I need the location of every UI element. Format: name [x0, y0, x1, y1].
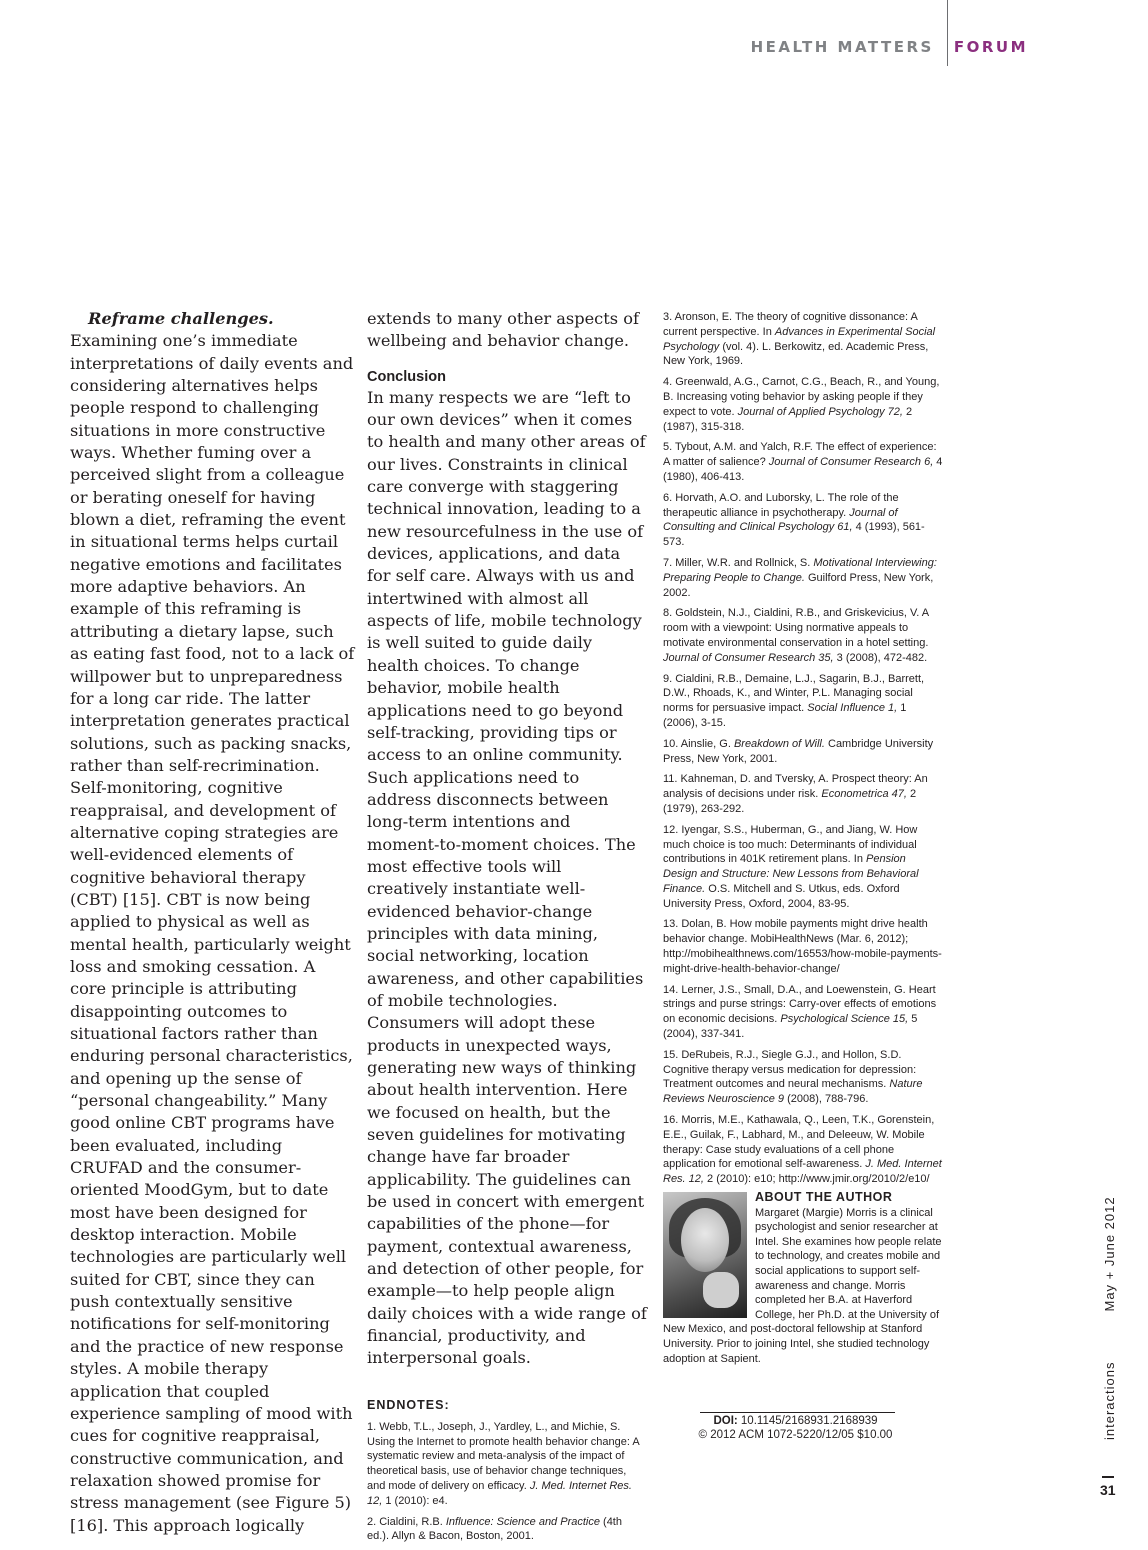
endnote: 11. Kahneman, D. and Tversky, A. Prospect theory: An analysis of decisions under risk. Econometrica 47, 2 (1979), 263-292. [663, 773, 928, 815]
endnote: 1. Webb, T.L., Joseph, J., Yardley, L., and Michie, S. Using the Internet to promote health behavior change: A systematic review and meta-analysis of the impact of theoretical basis, use of behavior change techniques, and mode of delivery on efficacy. J. Med. Internet Res. 12, 1 (2010): e4. [367, 1420, 640, 1507]
doi-divider [700, 1412, 895, 1413]
doi-block [663, 1414, 928, 1442]
vertical-footer [1102, 1196, 1117, 1440]
endnote: 16. Morris, M.E., Kathawala, Q., Leen, T.K., Gorenstein, E.E., Guilak, F., Labhard, M., and Deleeuw, W. Mobile therapy: Case study evaluations of a cell phone application for emotional self-awareness. J. Med. Internet Res. 12, 2 (2010): e10; http://www.jmir.org/2010/2/e10/ [663, 1114, 942, 1186]
author-photo [663, 1192, 747, 1318]
conclusion-heading: Conclusion [367, 368, 446, 385]
endnotes-heading: ENDNOTES: [367, 1397, 450, 1412]
column-3 [663, 310, 943, 1193]
doi-line [663, 1414, 928, 1428]
endnote: 9. Cialdini, R.B., Demaine, L.J., Sagarin, B.J., Barrett, D.W., Rhoads, K., and Winter, P.L. Managing social norms for persuasive impact. Social Influence 1, 1 (2006), 3-15. [663, 672, 925, 729]
page-number-rule [1102, 1476, 1114, 1478]
endnotes-list-b [663, 310, 943, 1187]
lead-in: Reframe challenges. [88, 309, 274, 328]
column-2 [367, 308, 647, 1550]
about-title: ABOUT THE AUTHOR [755, 1190, 893, 1204]
conclusion-text: In many respects we are “left to our own devices” when it comes to health and many other areas of our lives. Constraints in clinical care converge with staggering technical innovation, leading to a new resourcefulness in the use of devices, applications, and data for self care. Always with us and intertwined with almost all aspects of life, mobile technology is well suited to guide daily health choices. To change behavior, mobile health applications need to go beyond self-tracking, providing tips or access to an online community. Such applications need to address disconnects between long-term intentions and moment-to-moment choices. The most effective tools will creatively instantiate well-evidenced behavior-change principles with data mining, social networking, location awareness, and other capabilities of mobile technologies. Consumers will adopt these products in unexpected ways, generating new ways of thinking about health intervention. Here we focused on health, but the seven guidelines for motivating change have far broader applicability. The guidelines can be used in concert with emergent capabilities of the phone—for payment, contextual awareness, and detection of other people, for example—to help people align daily choices with a wide range of financial, productivity, and interpersonal goals. [367, 387, 647, 1368]
continued-text: extends to many other aspects of wellbeing and behavior change. [367, 309, 639, 351]
endnote: 8. Goldstein, N.J., Cialdini, R.B., and Griskevicius, V. A room with a viewpoint: Using normative appeals to motivate environmental conservation in a hotel setting. Journal of Consumer Research 35, 3 (2008), 472-482. [663, 607, 929, 664]
issue-date: May + June 2012 [1102, 1196, 1117, 1312]
endnote: 3. Aronson, E. The theory of cognitive dissonance: A current perspective. In Advances in Experimental Social Psychology (vol. 4). L. Berkowitz, ed. Academic Press, New York, 1969. [663, 311, 936, 368]
endnote: 12. Iyengar, S.S., Huberman, G., and Jiang, W. How much choice is too much: Determinants of individual contributions in 401K retirement plans. In Pension Design and Structure: New Lessons from Behavioral Finance. O.S. Mitchell and S. Utkus, eds. Oxford University Press, Oxford, 2004, 83-95. [663, 823, 919, 910]
endnote: 10. Ainslie, G. Breakdown of Will. Cambridge University Press, New York, 2001. [663, 737, 934, 765]
doi-label: DOI: [713, 1415, 738, 1427]
endnote: 14. Lerner, J.S., Small, D.A., and Loewenstein, G. Heart strings and purse strings: Carry-over effects of emotions on economic decisions. Psychological Science 15, 5 (2004), 337-341. [663, 983, 937, 1041]
endnote: 2. Cialdini, R.B. Influence: Science and Practice (4th ed.). Allyn & Bacon, Boston, 2001. [367, 1515, 622, 1543]
header-divider [947, 0, 948, 66]
about-the-author [663, 1190, 943, 1366]
running-header [751, 38, 1028, 56]
about-text: Margaret (Margie) Morris is a clinical psychologist and senior researcher at Intel. She examines how people relate to technology, and creates mobile and social applications to support self-awareness and change. Morris completed her B.A. at Haverford College, her Ph.D. at the University of New Mexico, and post-doctoral fellowship at Stanford University. Prior to joining Intel, she studied technology adoption at Sapient. [663, 1206, 942, 1365]
magazine-name: interactions [1102, 1361, 1117, 1440]
endnote: 5. Tybout, A.M. and Yalch, R.F. The effect of experience: A matter of salience? Journal of Consumer Research 6, 4 (1980), 406-413. [663, 441, 943, 483]
endnote: 4. Greenwald, A.G., Carnot, C.G., Beach, R., and Young, B. Increasing voting behavior by asking people if they expect to vote. Journal of Applied Psychology 72, 2 (1987), 315-318. [663, 376, 940, 433]
copyright-line: © 2012 ACM 1072-5220/12/05 $10.00 [698, 1429, 893, 1441]
body-paragraph [70, 308, 356, 1537]
forum-label: FORUM [953, 38, 1028, 56]
endnote: 13. Dolan, B. How mobile payments might drive health behavior change. MobiHealthNews (Mar. 6, 2012); http://mobihealthnews.com/16553/how-mobile-payments-might-drive-health-behavior-change/ [663, 918, 942, 975]
section-label: HEALTH MATTERS [750, 38, 934, 56]
body-text: Examining one’s immediate interpretations of daily events and considering alternatives helps people respond to challenging situations in more constructive ways. Whether fuming over a perceived slight from a colleague or berating oneself for having blown a diet, reframing the event in situational terms helps curtail negative emotions and facilitates more adaptive behaviors. An example of this reframing is attributing a dietary lapse, such as eating fast food, not to a lack of willpower but to unpreparedness for a long car ride. The latter interpretation generates practical solutions, such as packing snacks, rather than self-recrimination. Self-monitoring, cognitive reappraisal, and development of alternative coping strategies are well-evidenced elements of cognitive behavioral therapy (CBT) [15]. CBT is now being applied to physical as well as mental health, particularly weight loss and smoking cessation. A core principle is attributing disappointing outcomes to situational factors rather than enduring personal characteristics, and opening up the sense of “personal changeability.” Many good online CBT programs have been evaluated, including CRUFAD and the consumer-oriented MoodGym, but to date most have been designed for desktop interaction. Mobile technologies are particularly well suited for CBT, since they can push contextually sensitive notifications for self-monitoring and the practice of new response styles. A mobile therapy application that coupled experience sampling of mood with cues for cognitive reappraisal, constructive communication, and relaxation showed promise for stress management (see Figure 5) [16]. This approach logically [70, 331, 355, 1535]
endnote: 15. DeRubeis, R.J., Siegle G.J., and Hollon, S.D. Cognitive therapy versus medication for depression: Treatment outcomes and neural mechanisms. Nature Reviews Neuroscience 9 (2008), 788-796. [663, 1048, 923, 1106]
doi-value: 10.1145/2168931.2168939 [737, 1415, 878, 1427]
page-number: 31 [1100, 1482, 1116, 1498]
column-1 [70, 308, 356, 1537]
endnote: 6. Horvath, A.O. and Luborsky, L. The role of the therapeutic alliance in psychotherapy. Journal of Consulting and Clinical Psychology 61, 4 (1993), 561-573. [663, 491, 925, 549]
endnotes-list-a [367, 1420, 647, 1544]
endnote: 7. Miller, W.R. and Rollnick, S. Motivational Interviewing: Preparing People to Change. Guilford Press, New York, 2002. [663, 556, 937, 599]
